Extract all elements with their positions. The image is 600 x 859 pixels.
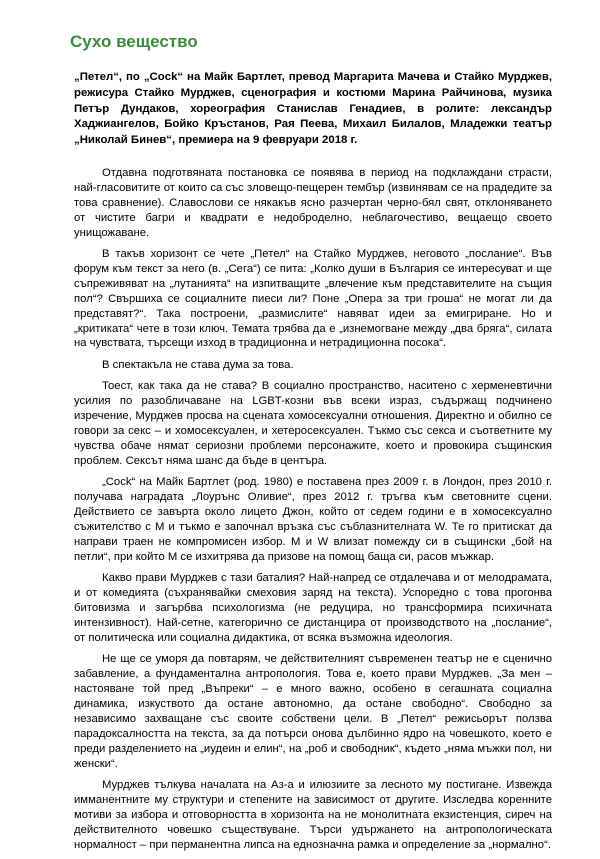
paragraph: Не ще се уморя да повтарям, че действителният съвременен театър не е сценично забавление, а фундаментална антропология. Това е, което прави Мурджев. „За мен – настояване той пред „Въпреки“ – е много важно, особено в сегашната социална динамика, изкуството да остане автономно, да остане свободно“. Свободно за независимо захващане със своите собствени цели. В „Петел“ режисьорът ползва парадоксалността на текста, за да потърси онова дълбинно ядро на човешкото, което е преди разделението на „иудеин и елин“, на „роб и свободник“, където „няма мъжки пол, ни женски“. (74, 653, 552, 770)
paragraph: Тоест, как така да не става? В социално пространство, наситено с херменевтични усилия по разобличаване на LGBT-козни във всеки израз, съдържащ подчинено изречение, Мурджев просва на сцената хомосексуални отношения. Директно и обилно се говори за секс – и хомосексуален, и хетеросексуален. Тъкмо със секса и съответните му чувства обаче нямат сериозни проблеми персонажите, което и провокира същинския проблем. Сексът няма шанс да бъде в центъра. (74, 380, 552, 467)
production-credits: „Петел“, по „Cock“ на Майк Бартлет, превод Маргарита Мачева и Стайко Мурджев, режисура Стайко Мурджев, сценография и костюми Марина Райчинова, музика Петър Дундаков, хореография Станислав Генадиев, в ролите: лександър Хаджиангелов, Бойко Кръстанов, Рая Пеева, Михаил Билалов, Младежки театър „Николай Бинев“, премиера на 9 февруари 2018 г. (74, 71, 552, 147)
paragraph: Какво прави Мурджев с тази баталия? Най-напред се отдалечава и от мелодрамата, и от комедията (съхранявайки смеховия заряд на текста). Успоредно с това прогонва битовизма и загърбва психологизма (не редуцира, но трансформира психичната интензивност). Най-сетне, категорично се дистанцира от производството на „послание“, от политическа или социална дидактика, от всяка възможна идеология. (74, 572, 552, 644)
paragraph: Отдавна подготвяната постановка се появява в период на подклаждани страсти, най-гласовитите от които са със зловещо-пещерен тембър (извинявам се на прадедите за това сравнение). Славослови се някакъв ясно разчертан черно-бял свят, отклоняването от чистите багри и квадрати е недоброделно, неблагочестиво, вещаещо своето унищожаване. (74, 167, 552, 239)
paragraph: „Cock“ на Майк Бартлет (род. 1980) е поставена през 2009 г. в Лондон, през 2010 г. получава наградата „Лоурънс Оливие“, през 2012 г. тръгва към световните сцени. Действието се завърта около лицето Джон, който от седем години е в хомосексуално съжителство с М и тъкмо е започнал връзка със съблазнителната W. Те го притискат да направи траен не компромисен избор. М и W влизат помежду си в същински „бой на петли“, при който М се изхитрява да призове на помощ баща си, расов мъжкар. (74, 476, 552, 563)
paragraph: В такъв хоризонт се чете „Петел“ на Стайко Мурджев, неговото „послание“. Във форум към текст за него (в. „Сега“) се пита: „Колко души в България се интересуват и ще съпреживяват на „лутанията“ на изпитващите „влечение към представителите на същия пол“? Свършиха се социалните пиеси ли? Поне „Опера за три гроша“ не могат ли да представят?“. Така построени, „размислите“ навяват идеи за емигриране. Но и „критиката“ чете в този ключ. Темата трябва да е „изнемогване между „два бряга“, силата на чувствата, търсещи изход в традиционна и нетрадиционна посока“. (74, 248, 552, 350)
article-body (74, 166, 552, 859)
article-title: Сухо вещество (70, 32, 198, 51)
paragraph: В спектакъла не става дума за това. (102, 358, 294, 371)
paragraph: Мурджев тълкува началата на Аз-а и илюзиите за лесното му постигане. Извежда имманентните му структури и степените на зависимост от другите. Изследва коренните мотиви за избора и отговорността в хоризонта на не монолитната екзистенция, сиреч на действителното човешко съществуване. Търси удържането на антропологическата нормалност – при перманентна липса на еднозначна рамка и определение за „нормално“. (74, 778, 552, 851)
